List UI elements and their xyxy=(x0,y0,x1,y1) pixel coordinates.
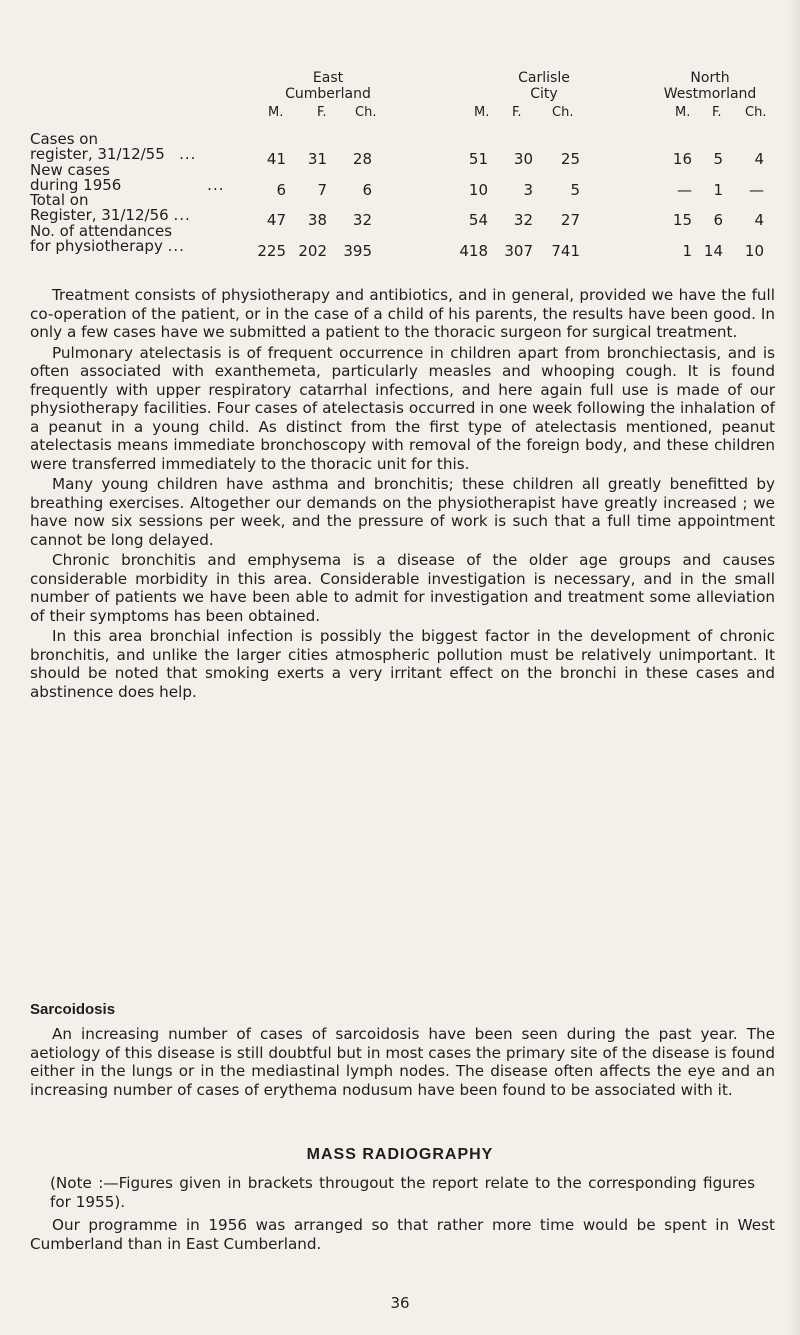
row-label-line1: Cases on xyxy=(30,130,98,148)
row-label-line1: No. of attendances xyxy=(30,222,173,240)
table-cell: 51 xyxy=(468,150,488,168)
section-heading-mass-radiography: MASS RADIOGRAPHY xyxy=(306,1146,494,1163)
table-cell: 741 xyxy=(551,242,580,260)
table-cell: 225 xyxy=(257,242,286,260)
table-cell: 1 xyxy=(682,242,692,260)
section-heading-sarcoidosis: Sarcoidosis xyxy=(30,1001,116,1018)
paragraph: An increasing number of cases of sarcoidosis have been seen during the past year. The aetiology of this disease is still doubtful but in most cases the primary site of the disease is found either in the lungs or in the mediastinal lymph nodes. The disease often affects the eye and an increasing number of cases of erythema nodusum have been found to be associated with it. xyxy=(30,1025,775,1099)
leader-dots: ... xyxy=(207,176,225,194)
col-head-line1: Carlisle xyxy=(518,70,570,86)
table-cell: 395 xyxy=(343,242,372,260)
sub-head-m: M. xyxy=(675,105,691,120)
table-cell: 1 xyxy=(713,181,723,199)
sub-head-f: F. xyxy=(317,105,327,120)
table-cell: 27 xyxy=(560,211,580,229)
table-cell: 307 xyxy=(504,242,533,260)
table-cell: 10 xyxy=(468,181,488,199)
table-cell: 15 xyxy=(672,211,692,229)
table-cell: 3 xyxy=(523,181,533,199)
table-cell: — xyxy=(677,181,692,199)
row-label-total-on-register xyxy=(30,193,191,223)
paragraph: Chronic bronchitis and emphysema is a disease of the older age groups and causes considerable morbidity in this area. Considerable investigation is necessary, and in the small number of patients we have been able to admit for investigation and treatment some alleviation of their symptoms has been obtained. xyxy=(30,551,775,625)
col-head-line2: Cumberland xyxy=(285,86,371,102)
table-cell: 4 xyxy=(754,150,764,168)
page-edge-shadow xyxy=(786,0,800,1335)
table-cell: 10 xyxy=(744,242,764,260)
row-label-line1: New cases xyxy=(30,161,110,179)
col-head-line2: Westmorland xyxy=(663,86,757,102)
note-paragraph: (Note :—Figures given in brackets througout the report relate to the corresponding figures for 1955). xyxy=(50,1174,755,1211)
table-cell: 5 xyxy=(713,150,723,168)
treatment-text xyxy=(30,286,775,701)
table-cell: 47 xyxy=(266,211,286,229)
table-cell: 418 xyxy=(459,242,488,260)
row-label-new-cases xyxy=(30,163,224,193)
col-head-line1: North xyxy=(690,70,730,86)
row-label-line1: Total on xyxy=(30,191,89,209)
table-cell: 6 xyxy=(362,181,372,199)
table-cell: 32 xyxy=(352,211,372,229)
col-head-east-cumberland xyxy=(268,70,388,102)
sub-head-ch: Ch. xyxy=(745,105,767,120)
mass-radiography-note xyxy=(50,1174,755,1211)
table-cell: 30 xyxy=(513,150,533,168)
mass-radiography-text xyxy=(30,1216,775,1253)
col-head-north-westmorland xyxy=(640,70,780,102)
table-cell: 7 xyxy=(317,181,327,199)
row-label-line2: register, 31/12/55 xyxy=(30,145,165,163)
col-head-line1: East xyxy=(312,70,344,86)
leader-dots: ... xyxy=(167,237,185,255)
sarcoidosis-text xyxy=(30,1025,775,1099)
paragraph: Our programme in 1956 was arranged so that rather more time would be spent in West Cumberland than in East Cumberland. xyxy=(30,1216,775,1253)
col-head-carlisle-city xyxy=(484,70,604,102)
table-cell: 28 xyxy=(352,150,372,168)
row-label-cases-on-register xyxy=(30,132,196,162)
sub-head-f: F. xyxy=(712,105,722,120)
table-cell: 38 xyxy=(307,211,327,229)
table-cell: 32 xyxy=(513,211,533,229)
table-cell: — xyxy=(749,181,764,199)
table-cell: 4 xyxy=(754,211,764,229)
table-cell: 54 xyxy=(468,211,488,229)
sub-head-m: M. xyxy=(268,105,284,120)
row-label-line2: for physiotherapy xyxy=(30,237,163,255)
leader-dots: ... xyxy=(179,145,197,163)
table-cell: 202 xyxy=(298,242,327,260)
table-cell: 6 xyxy=(276,181,286,199)
table-cell: 31 xyxy=(307,150,327,168)
leader-dots: ... xyxy=(173,206,191,224)
paragraph: Many young children have asthma and bronchitis; these children all greatly benefitted by breathing exercises. Altogether our demands on the physiotherapist have greatly increased ; we have now six sessions per week, and the pressure of work is such that a full time appointment cannot be long delayed. xyxy=(30,475,775,549)
table-cell: 6 xyxy=(713,211,723,229)
paragraph: Pulmonary atelectasis is of frequent occurrence in children apart from bronchiectasis, and is often associated with exanthemeta, particularly measles and whooping cough. It is found frequently with upper respiratory catarrhal infections, and here again full use is made of our physiotherapy facilities. Four cases of atelectasis occurred in one week following the inhalation of a peanut in a young child. As distinct from the first type of atelectasis mentioned, peanut atelectasis means immediate bronchoscopy with removal of the foreign body, and these children were transferred immediately to the thoracic unit for this. xyxy=(30,343,775,473)
paragraph: In this area bronchial infection is possibly the biggest factor in the development of chronic bronchitis, and unlike the larger cities atmospheric pollution must be relatively unimportant. It should be noted that smoking exerts a very irritant effect on the bronchi in these cases and abstinence does help. xyxy=(30,627,775,701)
table-cell: 25 xyxy=(560,150,580,168)
sub-head-ch: Ch. xyxy=(552,105,574,120)
table-cell: 41 xyxy=(266,150,286,168)
sub-head-m: M. xyxy=(474,105,490,120)
table-cell: 14 xyxy=(703,242,723,260)
sub-head-f: F. xyxy=(512,105,522,120)
row-label-line2: Register, 31/12/56 xyxy=(30,206,169,224)
col-head-line2: City xyxy=(530,86,558,102)
row-label-line2: during 1956 xyxy=(30,176,122,194)
table-cell: 16 xyxy=(672,150,692,168)
row-label-attendances xyxy=(30,224,185,254)
paragraph: Treatment consists of physiotherapy and antibiotics, and in general, provided we have the full co-operation of the patient, or in the case of a child of his parents, the results have been good. In only a few cases have we submitted a patient to the thoracic surgeon for surgical treatment. xyxy=(30,286,775,341)
table-cell: 5 xyxy=(570,181,580,199)
sub-head-ch: Ch. xyxy=(355,105,377,120)
page-number: 36 xyxy=(390,1294,410,1312)
